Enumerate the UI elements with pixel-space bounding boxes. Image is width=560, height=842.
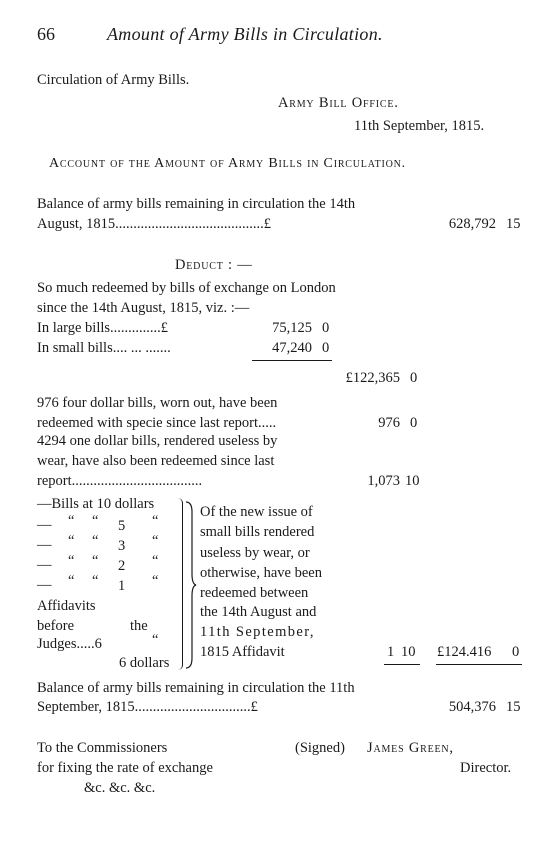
one-dollar-line3: report.................................... <box>37 473 203 489</box>
office-name: Army Bill Office. <box>278 95 399 111</box>
footer-signer: James Green, <box>367 740 454 756</box>
new-issue-line: 1815 Affidavit <box>200 644 285 660</box>
redeemed-subtotal: £122,365 <box>345 370 400 386</box>
deduct-total: £124.416 <box>437 644 492 660</box>
balance-aug-line1: Balance of army bills remaining in circulation the 14th <box>37 196 356 212</box>
office-date: 11th September, 1815. <box>354 118 485 134</box>
small-bills-cents: 0 <box>322 340 330 356</box>
balance-sep-line1: Balance of army bills remaining in circulation the 11th <box>37 680 355 696</box>
small-bills-amount: 47,240 <box>272 340 312 356</box>
caption: Circulation of Army Bills. <box>37 72 190 88</box>
bills-total: 6 dollars <box>119 655 170 671</box>
row-number: 2 <box>118 558 126 574</box>
new-issue-cents: 10 <box>401 644 416 660</box>
one-dollar-cents: 10 <box>405 473 420 489</box>
four-dollar-amount: 976 <box>378 415 400 431</box>
balance-sep-amount: 504,376 <box>448 699 496 715</box>
running-title: Amount of Army Bills in Circulation. <box>107 24 383 44</box>
subtotal-rule <box>252 360 332 361</box>
redeemed-line1: So much redeemed by bills of exchange on London <box>37 280 336 296</box>
ditto-mark: “ <box>152 513 159 529</box>
small-bills-label: In small bills.... ... ....... <box>37 340 171 356</box>
row-number: 3 <box>118 538 126 554</box>
redeemed-subtotal-cents: 0 <box>410 370 418 386</box>
row-number: 1 <box>118 578 126 594</box>
one-dollar-line1: 4294 one dollar bills, rendered useless by <box>37 433 278 449</box>
ditto-mark: “ <box>152 632 159 648</box>
new-issue-rule <box>384 664 420 665</box>
affidavits-line2a: before <box>37 618 75 634</box>
large-bills-cents: 0 <box>322 320 330 336</box>
ditto-mark: “ <box>92 553 99 569</box>
ditto-mark: “ <box>68 573 75 589</box>
four-dollar-line2: redeemed with specie since last report..... <box>37 415 277 431</box>
new-issue-line: otherwise, have been <box>200 565 322 581</box>
one-dollar-line2: wear, have also been redeemed since last <box>37 453 275 469</box>
row-number: 5 <box>118 518 126 534</box>
new-issue-line: redeemed between <box>200 585 309 601</box>
new-issue-amount: 1 <box>387 644 395 660</box>
four-dollar-cents: 0 <box>410 415 418 431</box>
deduct-label: Deduct : — <box>175 257 253 273</box>
bills-bracket <box>176 498 183 670</box>
deduct-total-rule <box>436 664 522 665</box>
ditto-mark: “ <box>68 533 75 549</box>
footer-to-line1: To the Commissioners <box>37 740 168 756</box>
new-issue-line: the 14th August and <box>200 604 317 620</box>
ditto-mark: “ <box>68 513 75 529</box>
balance-sep-cents: 15 <box>506 699 521 715</box>
balance-sep-line2: September, 1815................................£ <box>37 699 258 715</box>
ditto-mark: “ <box>68 553 75 569</box>
affidavits-line1: Affidavits <box>37 598 96 614</box>
bills-header: —Bills at 10 dollars <box>37 496 155 512</box>
ditto-mark: “ <box>152 533 159 549</box>
footer-signed: (Signed) <box>295 740 345 756</box>
redeemed-line2: since the 14th August, 1815, viz. :— <box>37 300 250 316</box>
large-bills-label: In large bills..............£ <box>37 320 169 336</box>
page-number: 66 <box>37 24 55 44</box>
footer-title: Director. <box>460 760 512 776</box>
one-dollar-amount: 1,073 <box>367 473 400 489</box>
ditto-mark: “ <box>152 553 159 569</box>
new-issue-line: small bills rendered <box>200 524 315 540</box>
ditto-mark: “ <box>92 573 99 589</box>
new-issue-line: Of the new issue of <box>200 504 313 520</box>
footer-to-line2: for fixing the rate of exchange <box>37 760 213 776</box>
four-dollar-line1: 976 four dollar bills, worn out, have been <box>37 395 278 411</box>
large-bills-amount: 75,125 <box>272 320 312 336</box>
row-dash: — <box>37 577 52 593</box>
row-dash: — <box>37 517 52 533</box>
row-dash: — <box>37 557 52 573</box>
affidavits-line3: Judges.....6 <box>37 636 102 652</box>
new-issue-line: 11th September, <box>200 624 315 640</box>
affidavits-line2b: the <box>130 618 148 634</box>
ditto-mark: “ <box>152 573 159 589</box>
account-title: Account of the Amount of Army Bills in Circulation. <box>49 156 406 171</box>
footer-etc: &c. &c. &c. <box>84 780 156 796</box>
new-issue-line: useless by wear, or <box>200 545 310 561</box>
ditto-mark: “ <box>92 533 99 549</box>
balance-aug-cents: 15 <box>506 216 521 232</box>
deduct-total-cents: 0 <box>512 644 520 660</box>
row-dash: — <box>37 537 52 553</box>
balance-aug-line2: August, 1815.........................................£ <box>37 216 272 232</box>
curly-brace-icon <box>183 500 197 670</box>
ditto-mark: “ <box>92 513 99 529</box>
balance-aug-amount: 628,792 <box>448 216 496 232</box>
